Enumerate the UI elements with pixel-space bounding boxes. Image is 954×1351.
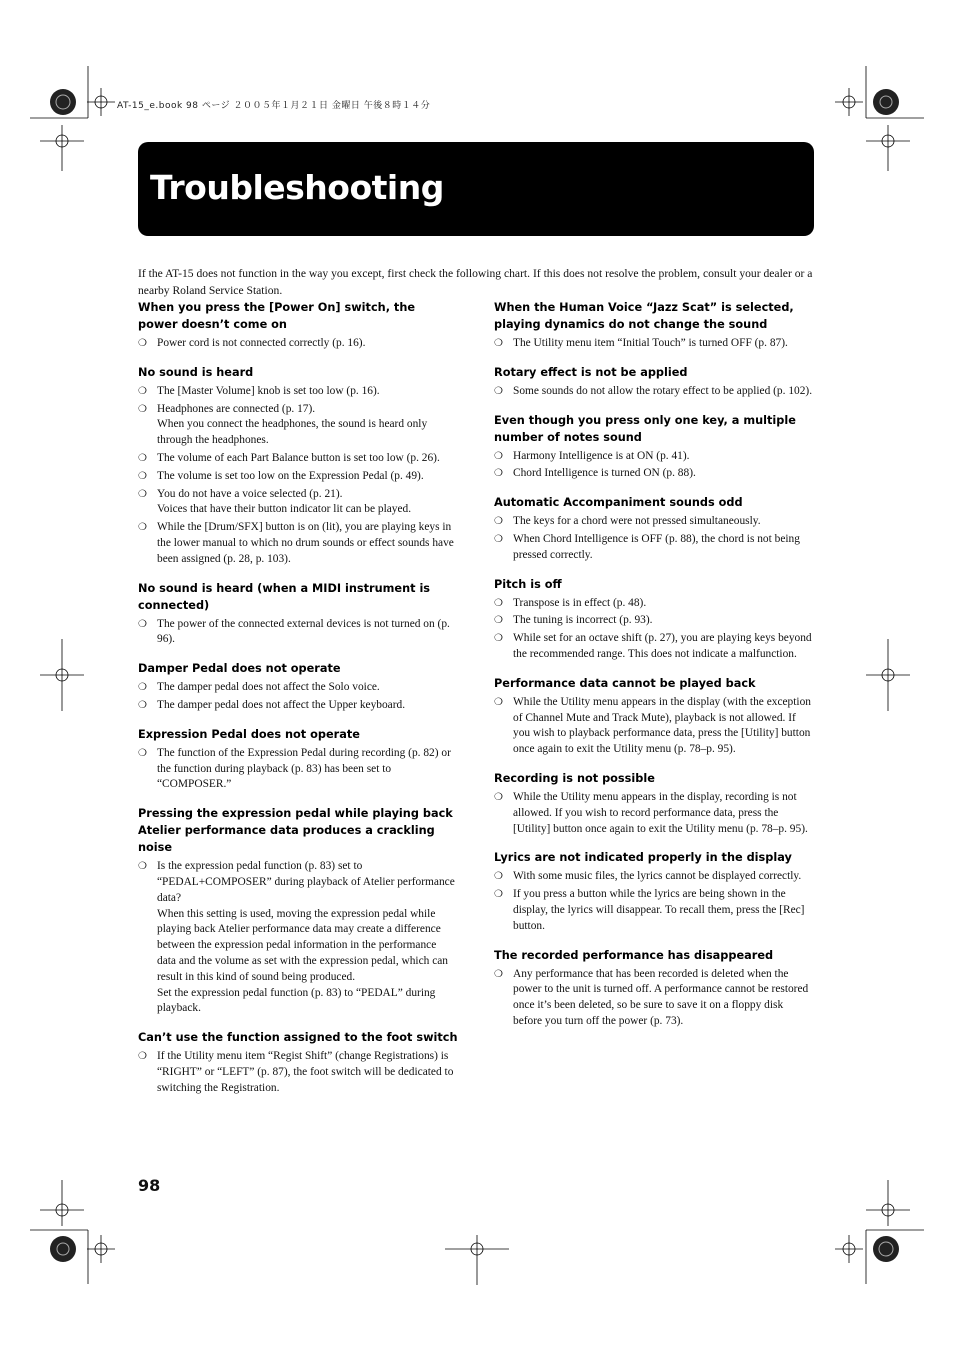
item-text: If you press a button while the lyrics are being shown in the display, the lyrics will disappear. To recall them, press the [Rec] button.	[513, 888, 805, 932]
list-item	[494, 631, 814, 663]
circle-bullet-icon: ❍	[494, 633, 503, 645]
item-text: While set for an octave shift (p. 27), you are playing keys beyond the recommended range. This does not indicate a malfunction.	[513, 632, 812, 660]
troubleshooting-section	[138, 1029, 458, 1096]
item-text: Is the expression pedal function (p. 83) set to “PEDAL+COMPOSER” during playback of Atelier performance data?	[157, 860, 455, 904]
section-heading: Expression Pedal does not operate	[138, 727, 360, 741]
troubleshooting-section	[138, 660, 458, 714]
circle-bullet-icon: ❍	[494, 597, 503, 609]
cause-list	[138, 680, 458, 714]
troubleshooting-section	[494, 364, 814, 400]
item-text: The volume is set too low on the Expression Pedal (p. 49).	[157, 469, 424, 482]
circle-bullet-icon: ❍	[494, 450, 503, 462]
circle-bullet-icon: ❍	[494, 338, 503, 349]
cause-list	[494, 790, 814, 837]
item-text: The damper pedal does not affect the Solo voice.	[157, 681, 380, 694]
list-item	[138, 487, 458, 519]
troubleshooting-section	[138, 726, 458, 793]
circle-bullet-icon: ❍	[138, 403, 147, 415]
cause-list	[494, 449, 814, 483]
circle-bullet-icon: ❍	[494, 516, 503, 528]
item-note: When this setting is used, moving the expression pedal while playing back Atelier performance data may create a difference between the expression pedal information in the performance data and the volume as set with the expression pedal, which can result in this kind of sound being produced.	[157, 907, 449, 983]
list-item	[494, 532, 814, 564]
section-heading: Automatic Accompaniment sounds odd	[494, 496, 743, 510]
print-header: AT-15_e.book 98 ページ ２００５年１月２１日 金曜日 午後８時１４分	[117, 101, 431, 111]
section-heading: Rotary effect is not be applied	[494, 365, 688, 379]
item-text: Chord Intelligence is turned ON (p. 88).	[513, 467, 696, 480]
section-heading: Pitch is off	[494, 577, 562, 591]
list-item	[138, 617, 458, 649]
cause-list	[138, 1049, 458, 1096]
item-text: When Chord Intelligence is OFF (p. 88), the chord is not being pressed correctly.	[513, 532, 800, 561]
circle-bullet-icon: ❍	[138, 522, 147, 534]
item-text: While the [Drum/SFX] button is on (lit), you are playing keys in the lower manual to which no drum sounds or effect sounds have been assigned (p. 28, p. 103).	[157, 521, 454, 565]
list-item	[138, 859, 458, 1017]
section-heading: When the Human Voice “Jazz Scat” is selected, playing dynamics do not change the sound	[494, 301, 794, 331]
item-text: While the Utility menu appears in the display (with the exception of Channel Mute and Track Mute), playback is not allowed. If you wish to playback performance data, press the [Utility] button once again to exit the Utility menu (p. 78–p. 95).	[513, 695, 811, 756]
right-column	[494, 299, 814, 1042]
cause-list	[494, 967, 814, 1030]
section-heading: Damper Pedal does not operate	[138, 662, 341, 676]
list-item	[138, 1049, 458, 1096]
page-number: 98	[138, 1176, 161, 1195]
item-text: Any performance that has been recorded is deleted when the power to the unit is turned off. A performance cannot be restored once it’s been deleted, so be sure to save it on a floppy disk before you turn off the power (p. 73).	[513, 967, 809, 1027]
section-heading: No sound is heard (when a MIDI instrument is connected)	[138, 581, 431, 612]
circle-bullet-icon: ❍	[494, 615, 503, 627]
list-item	[138, 520, 458, 567]
item-text: The keys for a chord were not pressed simultaneously.	[513, 515, 761, 528]
section-heading: No sound is heard	[138, 365, 254, 379]
list-item	[494, 695, 814, 758]
circle-bullet-icon: ❍	[138, 682, 147, 694]
circle-bullet-icon: ❍	[138, 385, 147, 397]
list-item	[138, 451, 458, 467]
cause-list	[138, 617, 458, 649]
list-item	[494, 449, 814, 465]
list-item	[138, 680, 458, 696]
cause-list	[494, 384, 814, 400]
list-item	[494, 384, 814, 400]
item-text: Some sounds do not allow the rotary effect to be applied (p. 102).	[513, 384, 813, 397]
troubleshooting-section	[494, 675, 814, 758]
cause-list	[494, 596, 814, 663]
list-item	[138, 469, 458, 485]
circle-bullet-icon: ❍	[494, 791, 503, 803]
troubleshooting-section	[138, 299, 458, 352]
list-item	[494, 887, 814, 934]
list-item	[494, 596, 814, 612]
item-text: While the Utility menu appears in the display, recording is not allowed. If you wish to record performance data, press the [Utility] button once again to exit the Utility menu (p. 78–p. 95).	[513, 790, 808, 835]
item-text: If the Utility menu item “Regist Shift” (change Registrations) is “RIGHT” or “LEFT” (p. 87), the foot switch will be dedicated to switching the Registration.	[157, 1050, 454, 1094]
section-heading: The recorded performance has disappeared	[494, 948, 774, 962]
list-item	[138, 402, 458, 449]
item-text: The function of the Expression Pedal during recording (p. 82) or the function during playback (p. 83) has been set to “COMPOSER.”	[157, 746, 451, 791]
cause-list	[494, 514, 814, 563]
list-item	[138, 336, 458, 352]
item-text: The damper pedal does not affect the Upper keyboard.	[157, 698, 406, 711]
item-text: Harmony Intelligence is at ON (p. 41).	[513, 449, 690, 462]
cause-list	[138, 746, 458, 793]
circle-bullet-icon: ❍	[494, 696, 503, 708]
item-text: The power of the connected external devices is not turned on (p. 96).	[157, 617, 450, 646]
item-text: The volume of each Part Balance button is set too low (p. 26).	[157, 451, 440, 464]
circle-bullet-icon: ❍	[138, 861, 147, 873]
troubleshooting-section	[138, 364, 458, 568]
intro-paragraph: If the AT-15 does not function in the way you except, first check the following chart. If this does not resolve the problem, consult your dealer or a nearby Roland Service Station.	[138, 266, 813, 297]
circle-bullet-icon: ❍	[494, 533, 503, 545]
item-text: Transpose is in effect (p. 48).	[513, 596, 647, 609]
cause-list	[494, 336, 814, 352]
troubleshooting-section	[494, 770, 814, 837]
cause-list	[138, 859, 458, 1017]
item-note: When you connect the headphones, the sound is heard only through the headphones.	[157, 418, 428, 447]
section-heading: Even though you press only one key, a multiple number of notes sound	[494, 413, 796, 444]
item-text: The Utility menu item “Initial Touch” is turned OFF (p. 87).	[513, 337, 788, 349]
circle-bullet-icon: ❍	[494, 468, 503, 480]
list-item	[494, 336, 814, 352]
troubleshooting-section	[494, 849, 814, 934]
circle-bullet-icon: ❍	[138, 470, 147, 482]
troubleshooting-section	[138, 580, 458, 649]
list-item	[138, 698, 458, 714]
section-heading: Can’t use the function assigned to the foot switch	[138, 1031, 458, 1045]
troubleshooting-section	[494, 494, 814, 563]
list-item	[138, 746, 458, 793]
item-text: You do not have a voice selected (p. 21).	[157, 487, 343, 500]
item-text: The tuning is incorrect (p. 93).	[513, 614, 653, 627]
circle-bullet-icon: ❍	[494, 889, 503, 901]
list-item	[494, 869, 814, 885]
section-heading: Lyrics are not indicated properly in the display	[494, 851, 792, 865]
circle-bullet-icon: ❍	[138, 618, 147, 630]
circle-bullet-icon: ❍	[138, 338, 147, 349]
item-text: Headphones are connected (p. 17).	[157, 402, 316, 415]
circle-bullet-icon: ❍	[494, 871, 503, 883]
cause-list	[494, 869, 814, 934]
item-text: Power cord is not connected correctly (p. 16).	[157, 337, 366, 349]
list-item	[138, 384, 458, 400]
item-text: With some music files, the lyrics cannot be displayed correctly.	[513, 870, 802, 883]
item-text: The [Master Volume] knob is set too low (p. 16).	[157, 384, 380, 397]
cause-list	[494, 695, 814, 758]
troubleshooting-section	[494, 299, 814, 352]
list-item	[494, 514, 814, 530]
troubleshooting-section	[494, 412, 814, 483]
troubleshooting-section	[494, 576, 814, 663]
circle-bullet-icon: ❍	[138, 747, 147, 759]
troubleshooting-section	[138, 805, 458, 1017]
circle-bullet-icon: ❍	[138, 699, 147, 711]
section-heading: Recording is not possible	[494, 771, 655, 785]
list-item	[494, 466, 814, 482]
list-item	[494, 967, 814, 1030]
circle-bullet-icon: ❍	[138, 488, 147, 500]
list-item	[494, 613, 814, 629]
circle-bullet-icon: ❍	[138, 1051, 147, 1063]
list-item	[494, 790, 814, 837]
cause-list	[138, 336, 458, 352]
cause-list	[138, 384, 458, 568]
section-heading: When you press the [Power On] switch, the power doesn’t come on	[138, 301, 416, 331]
section-heading: Pressing the expression pedal while playing back Atelier performance data produces a crackling noise	[138, 807, 453, 855]
circle-bullet-icon: ❍	[138, 452, 147, 464]
circle-bullet-icon: ❍	[494, 385, 503, 397]
title-banner	[138, 142, 814, 236]
page-title: Troubleshooting	[150, 168, 444, 207]
item-note: Voices that have their button indicator lit can be played.	[157, 503, 412, 516]
circle-bullet-icon: ❍	[494, 968, 503, 980]
left-column	[138, 299, 458, 1109]
troubleshooting-section	[494, 947, 814, 1030]
section-heading: Performance data cannot be played back	[494, 676, 756, 690]
item-note: Set the expression pedal function (p. 83) to “PEDAL” during playback.	[157, 986, 436, 1015]
